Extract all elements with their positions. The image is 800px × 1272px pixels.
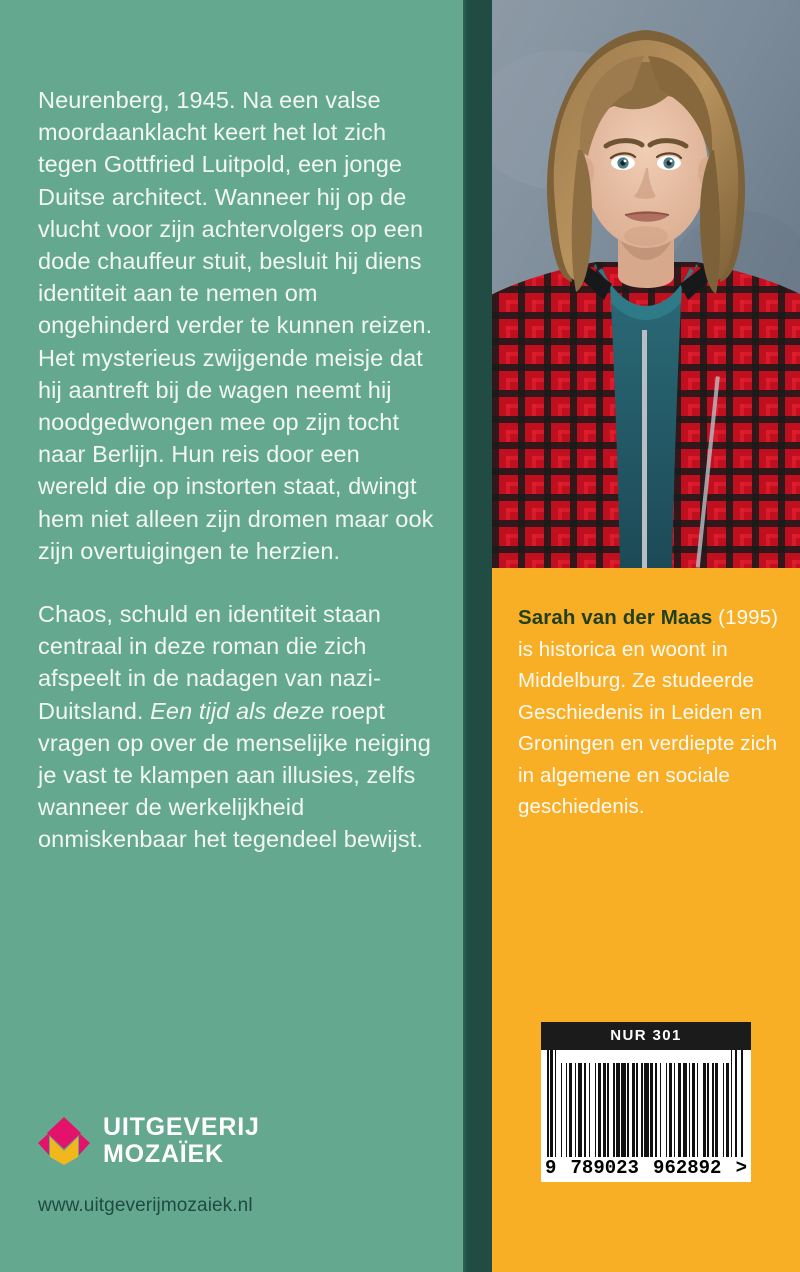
book-title-italic: Een tijd als deze	[150, 697, 325, 724]
author-name: Sarah van der Maas	[518, 606, 713, 629]
isbn-group-1: 9	[545, 1157, 557, 1179]
publisher-name	[103, 1114, 260, 1168]
publisher-logo-row	[38, 1113, 438, 1169]
blurb-text-block	[38, 84, 436, 856]
author-portrait-photo	[492, 0, 800, 568]
isbn-number	[541, 1157, 751, 1182]
publisher-name-line-1: UITGEVERIJ	[103, 1113, 260, 1141]
blurb-p2-before-title: Chaos, schuld en identiteit staan centraal in deze roman die zich afspeelt in de nadagen van nazi-Duitsland.	[38, 601, 381, 724]
author-bio-text	[518, 602, 780, 823]
publisher-block	[38, 1113, 438, 1217]
blurb-paragraph-1: Neurenberg, 1945. Na een valse moordaanklacht keert het lot zich tegen Gottfried Luitpold, een jonge Duitse architect. Wanneer hij op de vlucht voor zijn achtervolgers op een dode chauffeur stuit, besluit hij diens identiteit aan te nemen om ongehinderd verder te kunnen reizen. Het mysterieus zwijgende meisje dat hij aantreft bij de wagen neemt hij noodgedwongen mee op zijn tocht naar Berlijn. Hun reis door een wereld die op instorten staat, dwingt hem niet alleen zijn dromen maar ook zijn overtuigingen te herzien.	[38, 87, 434, 564]
nur-code-label: NUR 301	[541, 1022, 751, 1050]
blurb-p2-after-title: roept vragen op over de menselijke neiging je vast te klampen aan illusies, zelfs wanneer de werkelijkheid onmiskenbaar het tegendeel bewijst.	[38, 697, 431, 853]
author-bio-rest: (1995) is historica en woont in Middelburg. Ze studeerde Geschiedenis in Leiden en Groningen en verdiepte zich in algemene en sociale geschiedenis.	[518, 606, 779, 818]
mozaiek-diamond-logo-icon	[38, 1113, 90, 1169]
isbn-group-3: 962892	[653, 1157, 722, 1179]
spine-highlight	[463, 0, 468, 1272]
author-bio-block	[518, 602, 780, 823]
isbn-group-2: 789023	[570, 1157, 639, 1179]
isbn-barcode	[541, 1022, 751, 1182]
publisher-name-line-2: MOZAÏEK	[103, 1140, 224, 1168]
isbn-suffix: >	[735, 1157, 747, 1179]
blurb-paragraph-2	[38, 598, 436, 856]
barcode-bars	[541, 1050, 751, 1157]
publisher-website-url[interactable]: www.uitgeverijmozaiek.nl	[38, 1195, 253, 1216]
